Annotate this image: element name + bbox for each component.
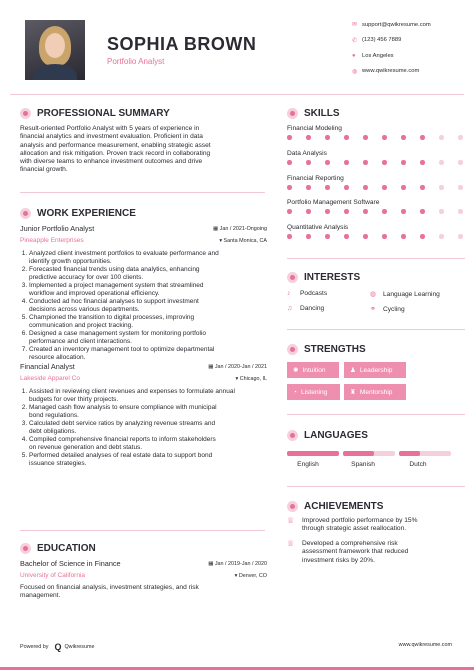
- rating-dot: [344, 135, 349, 140]
- ear-icon: ◔: [293, 388, 297, 396]
- rating-dot: [344, 209, 349, 214]
- rating-dot: [382, 234, 387, 239]
- skill-rating: [287, 209, 463, 214]
- language-label: Dutch: [409, 461, 427, 468]
- job-title: Financial Analyst: [20, 362, 75, 371]
- rating-dot: [439, 209, 444, 214]
- footer: [0, 632, 474, 670]
- job-bullets: [20, 388, 270, 468]
- header-divider: [10, 94, 464, 95]
- rating-dot: [382, 160, 387, 165]
- interests-heading: INTERESTS: [287, 272, 360, 283]
- people-icon: ♟: [350, 367, 356, 374]
- degree-title: Bachelor of Science in Finance: [20, 559, 121, 568]
- rating-dot: [287, 234, 292, 239]
- rating-dot: [325, 135, 330, 140]
- list-item: 1. Assisted in reviewing client revenues and expenses to formulate annual budgets for over thirty projects.: [29, 388, 270, 404]
- skill-label: Financial Reporting: [287, 175, 344, 182]
- section-bullet-icon: [20, 543, 31, 554]
- rating-dot: [420, 160, 425, 165]
- skill-item: [287, 125, 467, 140]
- rating-dot: [420, 185, 425, 190]
- trophy-icon: ♕: [287, 516, 295, 525]
- rating-dot: [401, 135, 406, 140]
- rating-dot: [458, 209, 463, 214]
- job-title: Junior Portfolio Analyst: [20, 224, 95, 233]
- rating-dot: [363, 185, 368, 190]
- education-text: Focused on financial analysis, investment strategies, and risk management.: [20, 584, 199, 600]
- qwikresume-logo-icon: Q: [54, 642, 62, 652]
- footer-url[interactable]: www.qwikresume.com: [398, 642, 452, 648]
- rating-dot: [420, 234, 425, 239]
- summary-text: Result-oriented Portfolio Analyst with 5 years of experience in financial analytics and investment evaluation. Proficient in data analysis and performance measurement, enabling strategic asset allocation and risk mitigation. Proven track record in collaborating with diverse teams to enhance investment outcomes and drive financial growth.: [20, 125, 211, 174]
- rating-dot: [439, 185, 444, 190]
- rating-dot: [382, 135, 387, 140]
- bicycle-icon: ⚭: [370, 306, 376, 313]
- strength-badge: ✺ Intuition: [287, 362, 339, 378]
- list-item: 2. Forecasted financial trends using data analytics, enhancing predictive accuracy for over 100 clients.: [29, 266, 270, 282]
- phone-icon: ✆: [352, 37, 358, 44]
- rating-dot: [287, 185, 292, 190]
- globe-icon: ◍: [370, 291, 377, 298]
- skill-label: Financial Modeling: [287, 125, 342, 132]
- skill-label: Portfolio Management Software: [287, 199, 380, 206]
- rating-dot: [287, 135, 292, 140]
- interest-item: ◍ Language Learning: [370, 290, 440, 298]
- section-bullet-icon: [287, 430, 298, 441]
- section-divider: [20, 530, 265, 531]
- rating-dot: [325, 160, 330, 165]
- rating-dot: [344, 234, 349, 239]
- summary-heading: PROFESSIONAL SUMMARY: [20, 108, 170, 119]
- rating-dot: [458, 185, 463, 190]
- experience-heading: WORK EXPERIENCE: [20, 208, 136, 219]
- skill-item: [287, 175, 467, 190]
- contact-list: [352, 17, 470, 79]
- rating-dot: [382, 185, 387, 190]
- mentor-icon: ♜: [350, 389, 356, 396]
- rating-dot: [287, 160, 292, 165]
- interest-item: ♫ Dancing: [287, 305, 325, 312]
- interest-item: ♪ Podcasts: [287, 290, 328, 297]
- profile-photo: [25, 20, 85, 80]
- language-label: Spanish: [351, 461, 375, 468]
- contact-website[interactable]: ◍ www.qwikresume.com: [352, 68, 420, 75]
- rating-dot: [363, 234, 368, 239]
- list-item: 1. Analyzed client investment portfolios to evaluate performance and identify growth opportunities.: [29, 250, 270, 266]
- list-item: 3. Calculated debt service ratios by analyzing revenue streams and debt obligations.: [29, 420, 270, 436]
- rating-dot: [363, 209, 368, 214]
- list-item: 4. Compiled comprehensive financial reports to inform stakeholders on revenue generation and debt status.: [29, 436, 270, 452]
- rating-dot: [458, 135, 463, 140]
- section-divider: [287, 329, 465, 330]
- rating-dot: [439, 234, 444, 239]
- rating-dot: [420, 135, 425, 140]
- trophy-icon: ♕: [287, 539, 295, 548]
- globe-icon: ◍: [352, 68, 358, 75]
- rating-dot: [420, 209, 425, 214]
- strength-badge: ♟ Leadership: [344, 362, 406, 378]
- list-item: 4. Conducted ad hoc financial analyses to support investment decisions across various departments.: [29, 298, 270, 314]
- language-level-bar: [343, 451, 395, 456]
- rating-dot: [401, 234, 406, 239]
- job-location: ▾ Chicago, IL: [235, 376, 267, 382]
- pin-icon: ▾: [234, 573, 239, 579]
- section-bullet-icon: [287, 501, 298, 512]
- list-item: 6. Designed a case management system for monitoring portfolio performance and client interactions.: [29, 330, 270, 346]
- list-item: 5. Championed the transition to digital processes, improving communication and project tracking.: [29, 314, 270, 330]
- powered-by: Powered by Q Qwikresume: [20, 642, 95, 652]
- calendar-icon: ▦: [208, 561, 215, 567]
- music-icon: ♫: [287, 305, 293, 312]
- languages-heading: LANGUAGES: [287, 430, 368, 441]
- section-bullet-icon: [20, 108, 31, 119]
- rating-dot: [325, 209, 330, 214]
- job-date: ▦ Jan / 2021-Ongoing: [213, 226, 267, 232]
- lightbulb-icon: ✺: [293, 367, 299, 374]
- microphone-icon: ♪: [287, 290, 291, 297]
- education-location: ▾ Denver, CO: [234, 573, 267, 579]
- pin-icon: ▾: [235, 376, 240, 382]
- skill-rating: [287, 160, 463, 165]
- rating-dot: [287, 209, 292, 214]
- rating-dot: [439, 160, 444, 165]
- skill-item: [287, 199, 467, 214]
- calendar-icon: ▦: [213, 226, 220, 232]
- rating-dot: [306, 160, 311, 165]
- contact-email[interactable]: ✉ support@qwikresume.com: [352, 21, 431, 29]
- strengths-heading: STRENGTHS: [287, 344, 366, 355]
- achievement-item: ♕ Developed a comprehensive risk assessment framework that reduced investment risks by 20%.: [287, 539, 409, 564]
- job-company: Lakeside Apparel Co: [20, 375, 80, 382]
- section-divider: [20, 192, 265, 193]
- rating-dot: [306, 209, 311, 214]
- skill-item: [287, 224, 467, 239]
- rating-dot: [458, 160, 463, 165]
- job-company: Pineapple Enterprises: [20, 237, 84, 244]
- job-location: ▾ Santa Monica, CA: [219, 238, 267, 244]
- location-icon: ●: [352, 52, 356, 59]
- achievements-heading: ACHIEVEMENTS: [287, 501, 383, 512]
- rating-dot: [363, 160, 368, 165]
- skill-rating: [287, 234, 463, 239]
- rating-dot: [439, 135, 444, 140]
- rating-dot: [401, 209, 406, 214]
- list-item: 3. Implemented a project management system that streamlined workflow and improved operational efficiency.: [29, 282, 270, 298]
- list-item: 7. Created an inventory management tool to optimize departmental resource allocation.: [29, 346, 270, 362]
- section-divider: [287, 486, 465, 487]
- rating-dot: [306, 185, 311, 190]
- rating-dot: [306, 135, 311, 140]
- rating-dot: [325, 185, 330, 190]
- contact-phone[interactable]: ✆ (123) 456 7889: [352, 37, 402, 44]
- skill-label: Quantitative Analysis: [287, 224, 349, 231]
- pin-icon: ▾: [219, 238, 224, 244]
- language-level-bar: [287, 451, 339, 456]
- skill-item: [287, 150, 467, 165]
- job-bullets: [20, 250, 270, 362]
- section-bullet-icon: [287, 108, 298, 119]
- mail-icon: ✉: [352, 22, 358, 29]
- rating-dot: [363, 135, 368, 140]
- section-bullet-icon: [287, 344, 298, 355]
- skills-heading: SKILLS: [287, 108, 340, 119]
- skill-rating: [287, 185, 463, 190]
- achievement-item: ♕ Improved portfolio performance by 15% through strategic asset reallocation.: [287, 516, 418, 533]
- section-bullet-icon: [20, 208, 31, 219]
- section-bullet-icon: [287, 272, 298, 283]
- school-name: University of California: [20, 572, 86, 579]
- strength-badge: ◔ Listening: [287, 384, 340, 400]
- job-date: ▦ Jan / 2020-Jan / 2021: [208, 364, 267, 370]
- skill-label: Data Analysis: [287, 150, 327, 157]
- language-label: English: [297, 461, 319, 468]
- candidate-role: Portfolio Analyst: [107, 57, 165, 66]
- rating-dot: [344, 185, 349, 190]
- education-heading: EDUCATION: [20, 543, 96, 554]
- section-divider: [287, 414, 465, 415]
- rating-dot: [306, 234, 311, 239]
- education-date: ▦ Jan / 2019-Jan / 2020: [208, 561, 267, 567]
- rating-dot: [401, 160, 406, 165]
- calendar-icon: ▦: [208, 364, 215, 370]
- section-divider: [287, 258, 465, 259]
- candidate-name: SOPHIA BROWN: [107, 34, 257, 54]
- rating-dot: [344, 160, 349, 165]
- strength-badge: ♜ Mentorship: [344, 384, 406, 400]
- rating-dot: [325, 234, 330, 239]
- list-item: 5. Performed detailed analyses of real estate data to support bond issuance strategies.: [29, 452, 270, 468]
- rating-dot: [458, 234, 463, 239]
- skill-rating: [287, 135, 463, 140]
- interest-item: ⚭ Cycling: [370, 305, 405, 313]
- language-level-bar: [399, 451, 451, 456]
- list-item: 2. Managed cash flow analysis to ensure compliance with municipal bond regulations.: [29, 404, 270, 420]
- rating-dot: [382, 209, 387, 214]
- contact-location: ● Los Angeles: [352, 52, 394, 59]
- rating-dot: [401, 185, 406, 190]
